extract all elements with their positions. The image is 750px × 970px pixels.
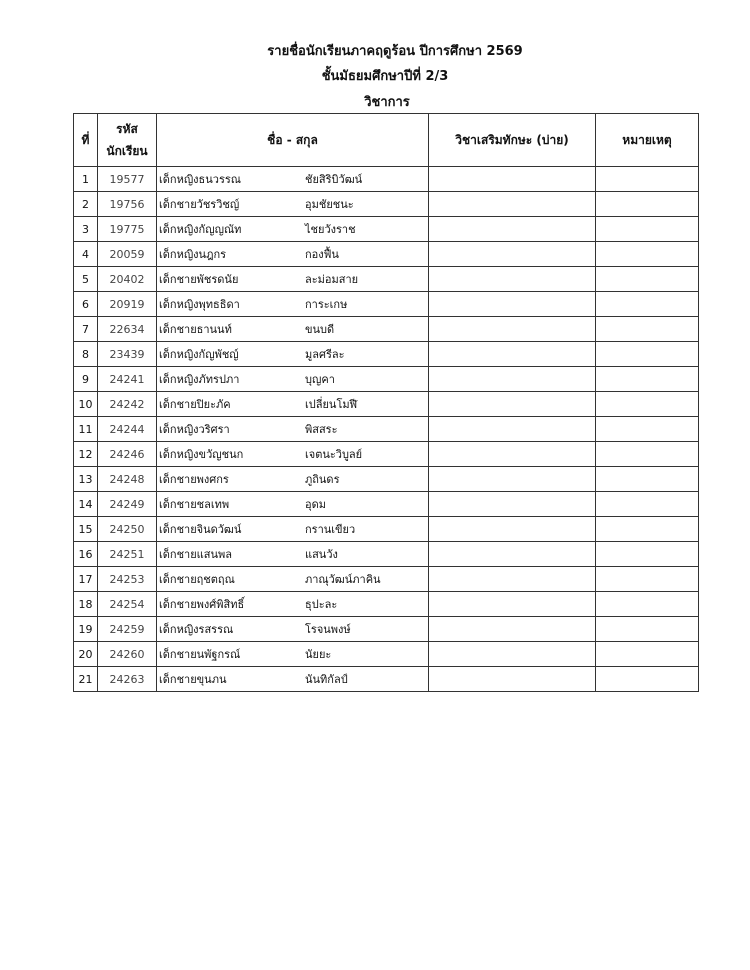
subject-cell — [429, 342, 596, 367]
header-name: ชื่อ - สกุล — [157, 114, 429, 167]
row-number: 11 — [74, 417, 98, 442]
student-name — [157, 517, 429, 542]
table-row — [74, 642, 699, 667]
header-subject: วิชาเสริมทักษะ (บ่าย) — [429, 114, 596, 167]
row-number: 5 — [74, 267, 98, 292]
table-row — [74, 667, 699, 692]
student-last-name: ขนบดี — [305, 323, 335, 336]
student-first-name: เด็กชายวัชรวิชญ์ — [159, 198, 240, 211]
student-last-name: แสนวัง — [305, 548, 338, 561]
note-cell — [596, 517, 699, 542]
subject-cell — [429, 442, 596, 467]
note-cell — [596, 192, 699, 217]
row-number: 1 — [74, 167, 98, 192]
table-row — [74, 467, 699, 492]
header-code-line2: นักเรียน — [106, 144, 148, 158]
student-last-name: ธุปะละ — [305, 598, 338, 611]
note-cell — [596, 442, 699, 467]
subject-cell — [429, 542, 596, 567]
subject-cell — [429, 467, 596, 492]
table-row — [74, 342, 699, 367]
student-first-name: เด็กหญิงวริศรา — [159, 423, 230, 436]
student-last-name: ชัยสิริบิวัฒน์ — [305, 173, 363, 186]
student-name — [157, 567, 429, 592]
student-code: 24249 — [98, 492, 157, 517]
note-cell — [596, 267, 699, 292]
student-first-name: เด็กหญิงภัทรปภา — [159, 373, 240, 386]
student-name — [157, 442, 429, 467]
student-first-name: เด็กชายชลเทพ — [159, 498, 230, 511]
note-cell — [596, 542, 699, 567]
student-first-name: เด็กชายแสนพล — [159, 548, 232, 561]
student-name — [157, 292, 429, 317]
table-row — [74, 292, 699, 317]
note-cell — [596, 292, 699, 317]
student-first-name: เด็กชายพัชรดนัย — [159, 273, 239, 286]
student-first-name: เด็กชายจินดวัฒน์ — [159, 523, 242, 536]
table-row — [74, 392, 699, 417]
student-last-name: อุมชัยชนะ — [305, 198, 354, 211]
table-row — [74, 567, 699, 592]
student-last-name: มูลศรีละ — [305, 348, 345, 361]
student-name — [157, 592, 429, 617]
student-code: 20059 — [98, 242, 157, 267]
row-number: 3 — [74, 217, 98, 242]
note-cell — [596, 367, 699, 392]
table-row — [74, 367, 699, 392]
student-code: 24250 — [98, 517, 157, 542]
header-note: หมายเหตุ — [596, 114, 699, 167]
subject-cell — [429, 592, 596, 617]
subject-cell — [429, 292, 596, 317]
subject-cell — [429, 167, 596, 192]
student-code: 22634 — [98, 317, 157, 342]
student-name — [157, 667, 429, 692]
student-name — [157, 542, 429, 567]
table-row — [74, 442, 699, 467]
header-code-line1: รหัส — [116, 122, 138, 136]
student-name — [157, 392, 429, 417]
student-code: 24241 — [98, 367, 157, 392]
student-first-name: เด็กชายขุนภน — [159, 673, 227, 686]
subject-cell — [429, 367, 596, 392]
note-cell — [596, 592, 699, 617]
student-first-name: เด็กชายฤชตฤณ — [159, 573, 235, 586]
student-last-name: บุญคา — [305, 373, 335, 386]
subject-cell — [429, 217, 596, 242]
subject-cell — [429, 617, 596, 642]
student-name — [157, 317, 429, 342]
student-first-name: เด็กชายพงศ์พิสิทธิ์ — [159, 598, 245, 611]
row-number: 20 — [74, 642, 98, 667]
student-name — [157, 367, 429, 392]
table-row — [74, 592, 699, 617]
subject-cell — [429, 242, 596, 267]
note-cell — [596, 392, 699, 417]
student-last-name: นันทิกัลป์ — [305, 673, 348, 686]
student-code: 24244 — [98, 417, 157, 442]
student-last-name: อุดม — [305, 498, 327, 511]
program-subtitle: วิชาการ — [364, 95, 410, 110]
row-number: 8 — [74, 342, 98, 367]
subject-cell — [429, 667, 596, 692]
student-name — [157, 642, 429, 667]
student-name — [157, 192, 429, 217]
student-code: 24260 — [98, 642, 157, 667]
student-name — [157, 417, 429, 442]
student-last-name: ละม่อมสาย — [305, 273, 359, 286]
row-number: 21 — [74, 667, 98, 692]
student-first-name: เด็กชายนพัฐกรณ์ — [159, 648, 241, 661]
subject-cell — [429, 642, 596, 667]
student-code: 24248 — [98, 467, 157, 492]
table-row — [74, 217, 699, 242]
student-name — [157, 467, 429, 492]
row-number: 7 — [74, 317, 98, 342]
student-last-name: พิสสระ — [305, 423, 338, 436]
note-cell — [596, 217, 699, 242]
student-code: 24253 — [98, 567, 157, 592]
student-last-name: นัยยะ — [305, 648, 332, 661]
student-table — [73, 113, 699, 692]
table-row — [74, 492, 699, 517]
note-cell — [596, 567, 699, 592]
student-first-name: เด็กหญิงนฎกร — [159, 248, 227, 261]
row-number: 14 — [74, 492, 98, 517]
student-name — [157, 242, 429, 267]
table-row — [74, 317, 699, 342]
table-body — [74, 167, 699, 692]
student-code: 24254 — [98, 592, 157, 617]
student-first-name: เด็กชายธานนท์ — [159, 323, 232, 336]
student-last-name: การะเกษ — [305, 298, 348, 311]
student-last-name: ไชยวังราช — [305, 223, 356, 236]
class-subtitle: ชั้นมัธยมศึกษาปีที่ 2/3 — [321, 69, 449, 84]
student-code: 24246 — [98, 442, 157, 467]
student-first-name: เด็กหญิงพุทธธิดา — [159, 298, 240, 311]
student-name — [157, 342, 429, 367]
student-last-name: เจตนะวิบูลย์ — [305, 448, 363, 461]
row-number: 12 — [74, 442, 98, 467]
note-cell — [596, 417, 699, 442]
student-first-name: เด็กชายปิยะภัค — [159, 398, 231, 411]
row-number: 2 — [74, 192, 98, 217]
row-number: 15 — [74, 517, 98, 542]
table-row — [74, 192, 699, 217]
student-name — [157, 167, 429, 192]
student-first-name: เด็กชายพงศกร — [159, 473, 229, 486]
note-cell — [596, 667, 699, 692]
student-name — [157, 217, 429, 242]
student-code: 23439 — [98, 342, 157, 367]
table-row — [74, 542, 699, 567]
table-row — [74, 267, 699, 292]
table-row — [74, 417, 699, 442]
note-cell — [596, 642, 699, 667]
table-row — [74, 617, 699, 642]
student-first-name: เด็กหญิงกัญญณัท — [159, 223, 242, 236]
student-code: 20919 — [98, 292, 157, 317]
student-first-name: เด็กหญิงธนวรรณ — [159, 173, 241, 186]
student-last-name: โรจนพงษ์ — [305, 623, 351, 636]
student-code: 24263 — [98, 667, 157, 692]
header-student-code — [98, 114, 157, 167]
student-first-name: เด็กหญิงกัญพัชญ์ — [159, 348, 239, 361]
student-last-name: ภาณุวัฒน์ภาคิน — [305, 573, 381, 586]
subject-cell — [429, 192, 596, 217]
row-number: 18 — [74, 592, 98, 617]
student-first-name: เด็กหญิงขวัญชนก — [159, 448, 244, 461]
student-first-name: เด็กหญิงรสรรณ — [159, 623, 234, 636]
note-cell — [596, 317, 699, 342]
student-name — [157, 492, 429, 517]
student-code: 19775 — [98, 217, 157, 242]
table-row — [74, 167, 699, 192]
subject-cell — [429, 317, 596, 342]
row-number: 10 — [74, 392, 98, 417]
student-code: 19756 — [98, 192, 157, 217]
student-code: 24259 — [98, 617, 157, 642]
row-number: 4 — [74, 242, 98, 267]
note-cell — [596, 242, 699, 267]
note-cell — [596, 342, 699, 367]
student-code: 24242 — [98, 392, 157, 417]
row-number: 19 — [74, 617, 98, 642]
row-number: 17 — [74, 567, 98, 592]
subject-cell — [429, 492, 596, 517]
table-row — [74, 517, 699, 542]
student-name — [157, 267, 429, 292]
student-last-name: กองฟื้น — [305, 248, 339, 261]
subject-cell — [429, 417, 596, 442]
table-row — [74, 242, 699, 267]
row-number: 13 — [74, 467, 98, 492]
table-header-row — [74, 114, 699, 167]
row-number: 9 — [74, 367, 98, 392]
row-number: 16 — [74, 542, 98, 567]
subject-cell — [429, 517, 596, 542]
student-code: 20402 — [98, 267, 157, 292]
document-title: รายชื่อนักเรียนภาคฤดูร้อน ปีการศึกษา 2569 — [267, 44, 523, 59]
student-last-name: เปลี่ยนโมฬี — [305, 398, 358, 411]
row-number: 6 — [74, 292, 98, 317]
note-cell — [596, 492, 699, 517]
note-cell — [596, 167, 699, 192]
student-name — [157, 617, 429, 642]
student-code: 19577 — [98, 167, 157, 192]
note-cell — [596, 467, 699, 492]
subject-cell — [429, 567, 596, 592]
student-code: 24251 — [98, 542, 157, 567]
header-no: ที่ — [74, 114, 98, 167]
note-cell — [596, 617, 699, 642]
student-last-name: กรานเขียว — [305, 523, 356, 536]
student-last-name: ภูถินดร — [305, 473, 340, 486]
subject-cell — [429, 267, 596, 292]
subject-cell — [429, 392, 596, 417]
